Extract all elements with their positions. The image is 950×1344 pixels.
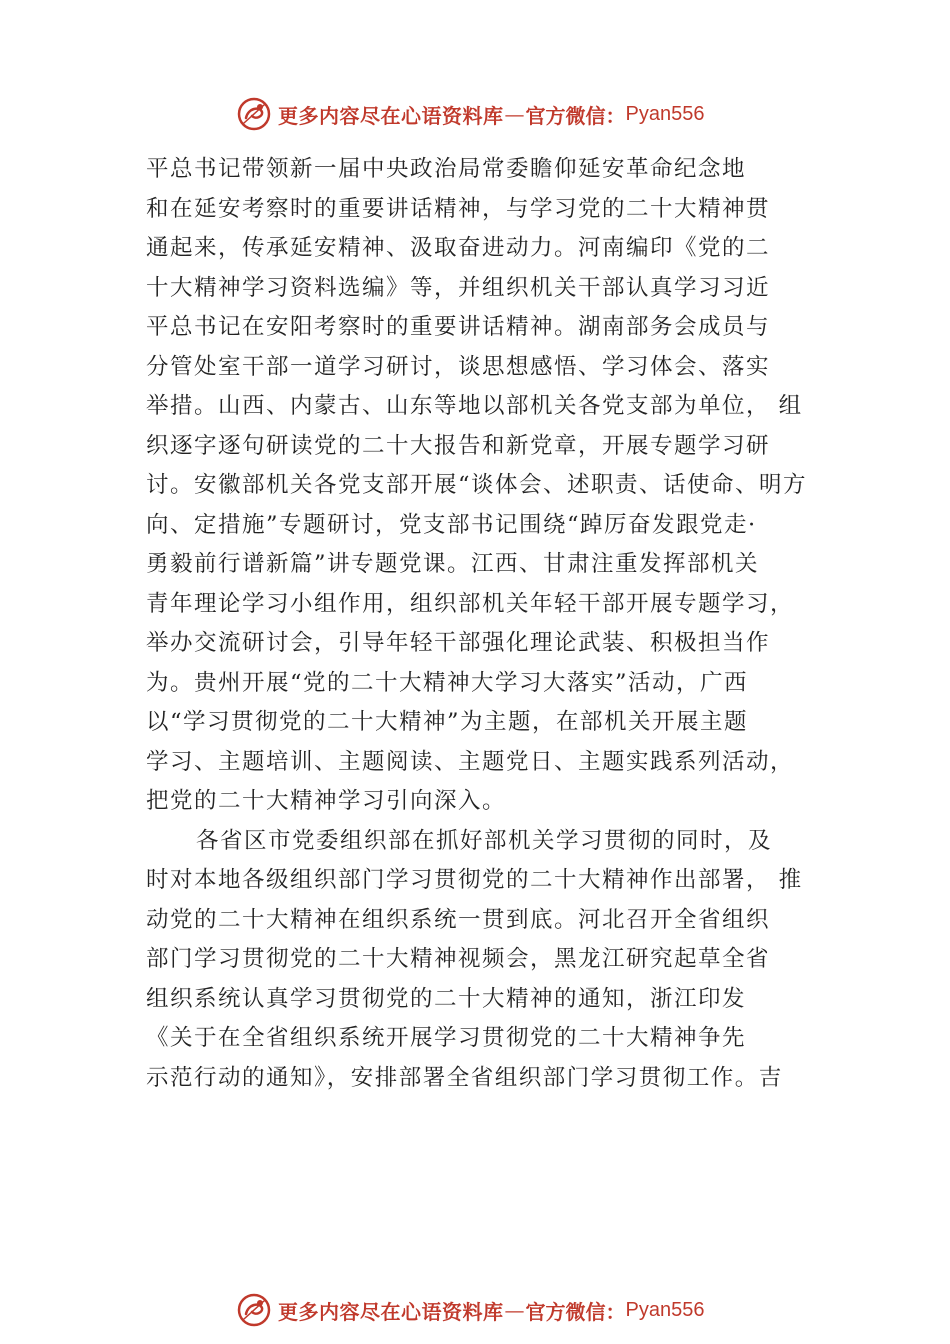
paragraph-start-line: 各省区市党委组织部在抓好部机关学习贯彻的同时，及 — [196, 827, 773, 854]
text-line: 向、定措施”专题研讨，党支部书记围绕“踔厉奋发跟党走· — [146, 511, 757, 538]
banner-wechat-id: Pyan556 — [625, 102, 705, 125]
banner-separator: — — [504, 102, 525, 126]
text-line: 举措。山西、内蒙古、山东等地以部机关各党支部为单位， 组 — [146, 393, 803, 419]
banner-title: 更多内容尽在心语资料库 — [278, 1299, 504, 1324]
red-swirl-logo-icon — [236, 1292, 272, 1328]
text-line: 平总书记带领新一届中央政治局常委瞻仰延安革命纪念地 — [146, 156, 747, 182]
body-text — [146, 150, 826, 1098]
text-line: 平总书记在安阳考察时的重要讲话精神。湖南部务会成员与 — [146, 314, 771, 340]
text-line: 把党的二十大精神学习引向深入。 — [146, 788, 507, 814]
text-line: 青年理论学习小组作用，组织部机关年轻干部开展专题学习， — [146, 590, 795, 617]
red-swirl-logo-icon — [236, 96, 272, 132]
text-line: 为。贵州开展“党的二十大精神大学习大落实”活动，广西 — [146, 669, 749, 696]
text-line: 勇毅前行谱新篇”讲专题党课。江西、甘肃注重发挥部机关 — [146, 551, 760, 577]
banner-separator: — — [504, 1298, 525, 1322]
text-line: 《关于在全省组织系统开展学习贯彻党的二十大精神争先 — [146, 1025, 747, 1051]
text-line: 织逐字逐句研读党的二十大报告和新党章，开展专题学习研 — [146, 432, 771, 459]
text-line: 以“学习贯彻党的二十大精神”为主题，在部机关开展主题 — [146, 709, 749, 735]
text-line: 部门学习贯彻党的二十大精神视频会，黑龙江研究起草全省 — [146, 946, 771, 972]
text-line: 举办交流研讨会，引导年轻干部强化理论武装、积极担当作 — [146, 630, 771, 656]
text-line: 动党的二十大精神在组织系统一贯到底。河北召开全省组织 — [146, 906, 771, 933]
text-line: 分管处室干部一道学习研讨，谈思想感悟、学习体会、落实 — [146, 353, 771, 380]
banner-title: 更多内容尽在心语资料库 — [278, 103, 504, 128]
text-line: 讨。安徽部机关各党支部开展“谈体会、述职责、话使命、明方 — [146, 472, 808, 498]
text-line: 通起来，传承延安精神、汲取奋进动力。河南编印《党的二 — [146, 235, 771, 261]
banner-wechat-label: 官方微信： — [525, 1299, 626, 1324]
footer-banner — [236, 1290, 756, 1330]
text-line: 和在延安考察时的重要讲话精神，与学习党的二十大精神贯 — [146, 195, 771, 222]
text-line: 示范行动的通知》，安排部署全省组织部门学习贯彻工作。吉 — [146, 1064, 783, 1091]
banner-wechat-id: Pyan556 — [625, 1298, 705, 1321]
header-banner — [236, 94, 756, 134]
text-line: 时对本地各级组织部门学习贯彻党的二十大精神作出部署， 推 — [146, 867, 803, 893]
text-line: 组织系统认真学习贯彻党的二十大精神的通知，浙江印发 — [146, 985, 747, 1012]
banner-wechat-label: 官方微信： — [525, 103, 626, 128]
text-line: 学习、主题培训、主题阅读、主题党日、主题实践系列活动， — [146, 748, 795, 775]
text-line: 十大精神学习资料选编》等，并组织机关干部认真学习习近 — [146, 274, 771, 301]
